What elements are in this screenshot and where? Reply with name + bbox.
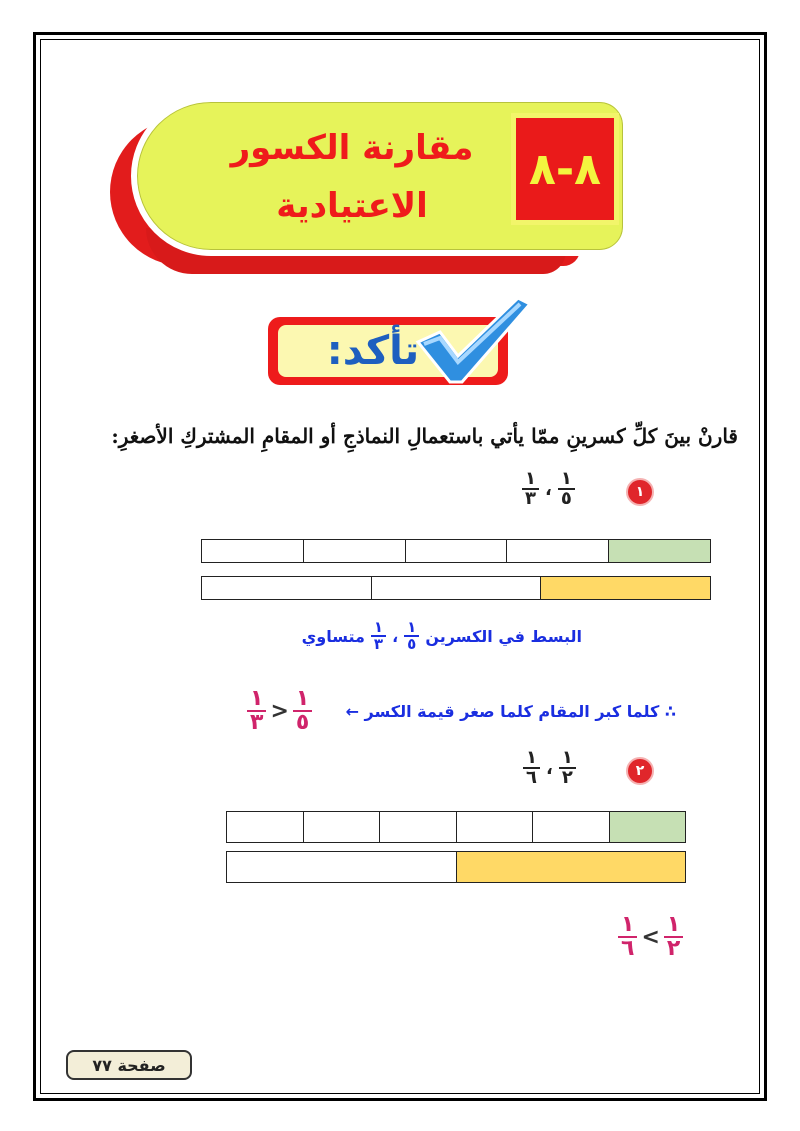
fraction-bar-thirds xyxy=(201,576,711,600)
bar-segment xyxy=(406,540,508,562)
bar-segment xyxy=(533,812,610,842)
bar-segment-shaded xyxy=(457,852,686,882)
ex2-fraction-b: $\frac{١}{٦}$ xyxy=(523,749,540,787)
bar-segment xyxy=(202,540,304,562)
instruction-text: قارنْ بينَ كلِّ كسرينِ ممّا يأتي باستعمالِ النماذجِ أو المقامِ المشتركِ الأصغرِ: xyxy=(111,424,738,448)
bar-segment-shaded xyxy=(610,812,686,842)
ex2-fraction-a: $\frac{١}{٢}$ xyxy=(559,749,576,787)
bar-segment xyxy=(372,577,542,599)
exercise-2-badge: ٢ xyxy=(626,757,654,785)
checkmark-icon xyxy=(410,294,536,386)
ex1-conclusion: ∴ كلما كبر المقام كلما صغر قيمة الكسر ← xyxy=(345,702,676,721)
ex1-note: البسط في الكسرين $\frac{١}{٥}$ ، $\frac{١}{٣}$ متساوي xyxy=(301,618,582,653)
ex2-result: $\frac{١}{٦}$ < $\frac{١}{٢}$ xyxy=(618,914,683,960)
bar-segment-shaded xyxy=(609,540,710,562)
bar-segment xyxy=(202,577,372,599)
bar-segment xyxy=(227,852,457,882)
bar-segment xyxy=(457,812,534,842)
ex1-fraction-a: $\frac{١}{٥}$ xyxy=(558,470,575,508)
fraction-bar-fifths xyxy=(201,539,711,563)
bar-segment xyxy=(304,812,381,842)
bar-segment xyxy=(227,812,304,842)
lesson-title-line1: مقارنة الكسور xyxy=(230,128,474,168)
page-number: صفحة ٧٧ xyxy=(66,1050,192,1080)
ex1-result: $\frac{١}{٣}$ > $\frac{١}{٥}$ xyxy=(247,688,312,734)
exercise-1-badge: ١ xyxy=(626,478,654,506)
bar-segment xyxy=(304,540,406,562)
check-label: تأكد: xyxy=(326,328,420,374)
fraction-bar-sixths xyxy=(226,811,686,843)
lesson-title-line2: الاعتيادية xyxy=(276,186,428,226)
exercise-1-fractions: $\frac{١}{٥}$ ، $\frac{١}{٣}$ xyxy=(522,470,575,508)
fraction-bar-halves xyxy=(226,851,686,883)
bar-segment xyxy=(507,540,609,562)
bar-segment-shaded xyxy=(541,577,710,599)
lesson-number: ٨-٨ xyxy=(529,143,601,195)
ex1-fraction-b: $\frac{١}{٣}$ xyxy=(522,470,539,508)
exercise-2-fractions: $\frac{١}{٢}$ ، $\frac{١}{٦}$ xyxy=(523,749,576,787)
bar-segment xyxy=(380,812,457,842)
